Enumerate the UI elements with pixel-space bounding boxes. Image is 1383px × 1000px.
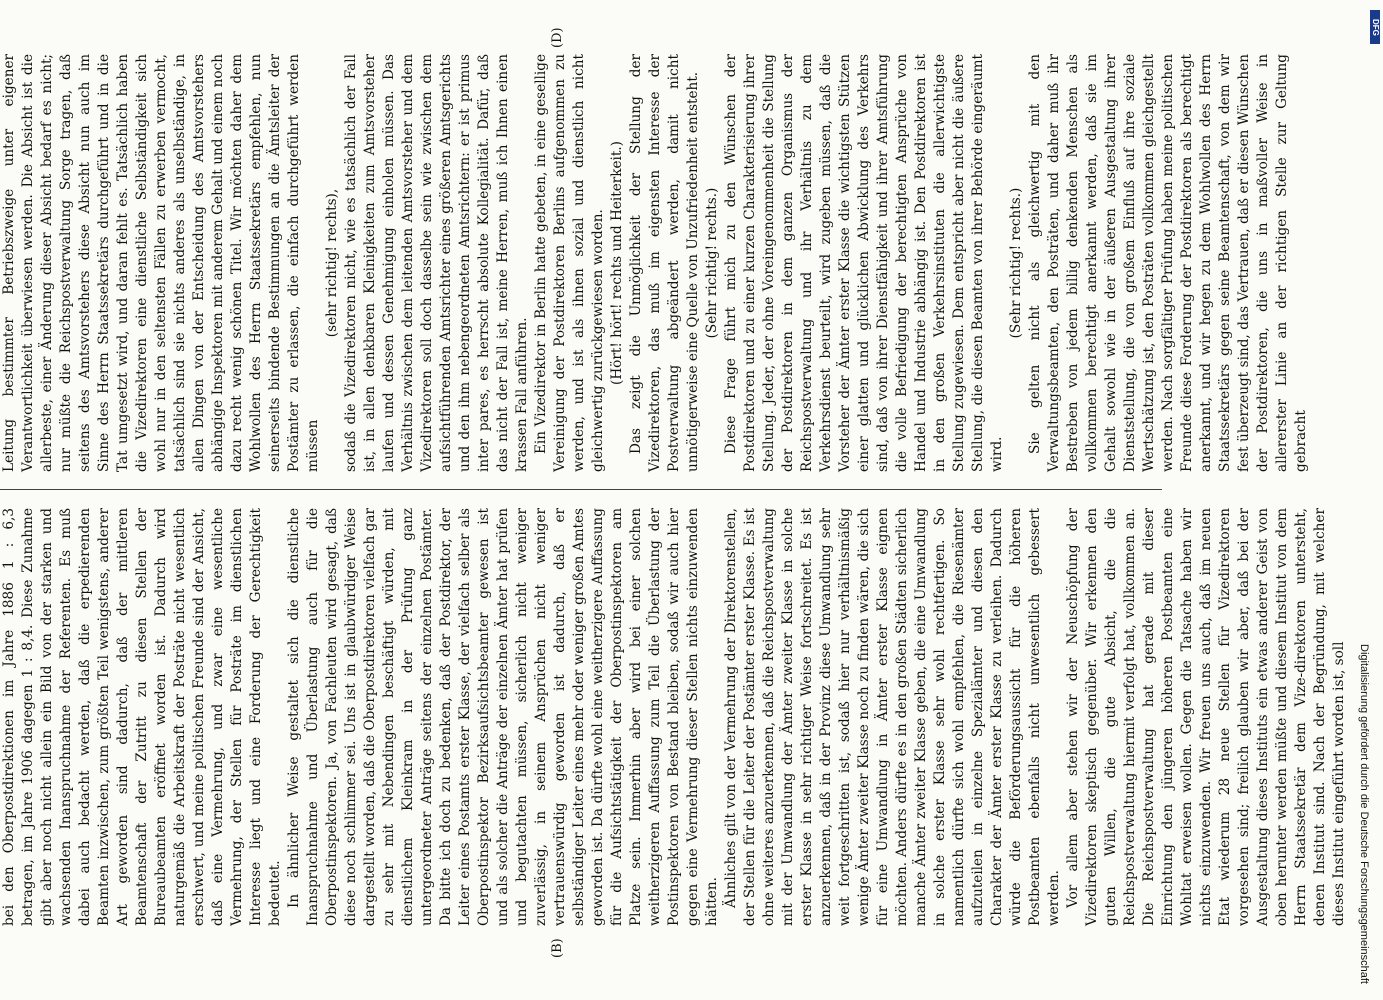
interjection: (sehr richtig! rechts),	[324, 188, 340, 338]
paragraph: In ähnlicher Weise gestaltet sich die dienstliche Inanspruchnahme und Überlastung auch für die Oberpostinspektoren. Ja, von Fachleuten wird gesagt, daß diese noch schlimmer sei. Uns ist in glaubwürdiger Weise dargestellt worden, daß die Oberpostdirektoren vielfach gar zu sehr mit Nebendingen beschäftigt würden, mit dienstlichem Kleinkram in der Prüfung ganz untergeordneter Anträge seitens der einzelnen Postämter. Da bitte ich doch zu bedenken, daß der Postdirektor, der Leiter eines Postamts erster Klasse, der vielfach selber als Oberpostinspektor Bezirksaufsichtsbeamter gewesen ist und als solcher die Anträge der einzelnen Ämter hat prüfen und begutachten müssen, sicherlich nicht weniger zuverlässig, in seinem Ansprüchen nicht weniger vertrauenswürdig geworden ist dadurch, daß er selbständiger Leiter eines mehr oder weniger großen Amtes geworden ist. Da dürfte wohl eine weitherzigere Auffassung für die Aufsichtstätigkeit der Oberpostinspektoren am Platze sein. Immerhin aber wird bei einer solchen weitherzigeren Auffassung zum Teil die Überlastung der Postinspektoren von Bestand bleiben, sodaß wir auch hier gegen eine Vermehrung dieser Stellen nichts einzuwenden hätten.	[286, 508, 720, 926]
margin-letter-b: (B)	[550, 938, 565, 958]
dfg-logo: DFG	[1370, 10, 1380, 44]
newspaper-page	[0, 20, 1347, 960]
paragraph: Ein Vizedirektor in Berlin hatte gebeten, in eine gesellige Vereinigung der Postdirektoren Berlins aufgenommen zu werden, und ist als ihnen sozial und dienstlich nicht gleichwertig zurückgewiesen worden.	[533, 54, 606, 472]
interjection: (Sehr richtig! rechts.)	[1008, 187, 1024, 339]
right-column	[0, 54, 1309, 472]
paragraph: Leitung bestimmter Betriebszweige unter eigener Verantwortlichkeit überwiesen werden. Die Absicht ist die allerbeste, einer Änderung dieser Absicht bedarf es nicht; nur müßte die Reichspostverwaltung Sorge tragen, daß seitens des Amtsvorstehers diese Absicht nun auch im Sinne des Herrn Staatssekretärs durchgeführt und in die Tat umgesetzt wird, und daran fehlt es. Tatsächlich haben die Vizedirektoren eine dienstliche Selbständigkeit sich wohl nur in den seltensten Fällen zu erwerben vermocht, tatsächlich sind sie nichts anderes als unselbständige, in allen Dingen von der Entscheidung des Amtsvorstehers abhängige Inspektoren mit anderem Gehalt und einem noch dazu recht wenig schönen Titel. Wir möchten daher dem Wohlwollen des Herrn Staatssekretärs empfehlen, nun seinerseits bindende Bestimmungen an die Ämtsleiter der Postämter zu erlassen, die einfach durchgeführt werden müssen	[1, 54, 321, 472]
interjection: (Hört! hört! rechts und Heiterkeit.)	[609, 141, 625, 385]
margin-letter-d: (D)	[550, 27, 565, 48]
paragraph: Sie gelten nicht als gleichwertig mit den Verwaltungsbeamten, den Posträten, und daher muß ihr Bestreben von jedem billig denkenden Menschen als vollkommen berechtigt anerkannt werden, daß sie im Gehalt sowohl wie in der äußeren Ausgestaltung ihrer Dienststellung, die von großem Einfluß auf ihre soziale Wertschätzung ist, den Posträten vollkommen gleichgestellt werden. Nach sorgfältiger Prüfung haben meine politischen Freunde diese Forderung der Postdirektoren als berechtigt anerkannt, und wir hegen zu dem Wohlwollen des Herrn Staatssekretärs gegen seine Beamtenschaft, von dem wir fest überzeugt sind, das Vertrauen, daß er diesen Wünschen der Postdirektoren, die uns in maßvoller Weise in allererster Linie an der richtigen Stelle zur Geltung gebracht	[1027, 54, 1309, 472]
column-divider	[0, 489, 1162, 490]
paragraph: Ähnliches gilt von der Vermehrung der Direktorenstellen, der Stellen für die Leiter der Postämter erster Klasse. Es ist ohne weiteres anzuerkennen, daß die Reichspostverwaltung mit der Umwandlung der Ämter zweiter Klasse in solche erster Klasse in sehr richtiger Weise fortschreitet. Es ist anzuerkennen, daß in der Provinz diese Umwandlung sehr weit fortgeschritten ist, sodaß hier nur verhältnismäßig wenige Ämter zweiter Klasse noch zu finden wären, die sich für eine Umwandlung in Ämter erster Klasse eignen möchten. Anders dürfte es in den großen Städten sicherlich manche Ämter zweiter Klasse geben, die eine Umwandlung in solche erster Klasse sehr wohl rechtfertigen. So namentlich dürfte sich wohl empfehlen, die Riesenämter aufzuteilen in einzelne Spezialämter und diesen den Charakter der Ämter erster Klasse zu verleihen. Dadurch würde die Beförderungsaussicht für die höheren Postbeamten ebenfalls nicht unwesentlich gebessert werden.	[723, 508, 1062, 926]
digitization-credit	[1353, 10, 1375, 990]
paragraph: Das zeigt die Unmöglichkeit der Stellung der Vizedirektoren, das muß im eigensten Interesse der Postverwaltung abgeändert werden, damit nicht unnötigerweise eine Quelle von Unzufriedenheit entsteht.	[628, 54, 701, 472]
paragraph: sodaß die Vizedirektoren nicht, wie es tatsächlich der Fall ist, in allen denkbaren Kleinigkeiten zum Amtsvorsteher laufen und dessen Genehmigung einholen müssen. Das Verhältnis zwischen dem leitenden Amtsvorsteher und dem Vizedirektoren soll doch dasselbe sein wie zwischen dem aufsichtführenden Amtsrichter eines größeren Amtsgerichts und den ihm nebengeordneten Amtsrichtern: er ist primus inter pares, es herrscht absolute Kollegialität. Dafür, daß das nicht der Fall ist, meine Herren, muß ich Ihnen einen krassen Fall anführen.	[343, 54, 530, 472]
left-column	[0, 508, 1347, 926]
paragraph: bei den Oberpostdirektionen im Jahre 1886 1 : 6,3 betragen, im Jahre 1906 dagegen 1 : 8,4. Diese Zunahme gibt aber noch nicht allein ein Bild von der starken und wachsenden Inanspruchnahme der Referenten. Es muß dabei auch bedacht werden, daß die erpedierenden Beamten inzwischen, zum größten Teil wenigstens, anderer Art geworden sind dadurch, daß der mittleren Beamtenschaft der Zutritt zu diesen Stellen der Bureaubeamten eröffnet worden ist. Dadurch wird naturgemäß die Arbeitskraft der Posträte nicht wesentlich erschwert, und meine politischen Freunde sind der Ansicht, daß eine Vermehrung, und zwar eine wesentliche Vermehrung, der Stellen für Posträte im dienstlichen Interesse liegt und eine Forderung der Gerechtigkeit bedeutet.	[1, 508, 283, 926]
paragraph: Diese Frage führt mich zu den Wünschen der Postdirektoren und zu einer kurzen Charakterisierung ihrer Stellung. Jeder, der ohne Voreingenommenheit die Stellung der Postdirektoren in dem ganzen Organismus der Reichspostverwaltung und ihr Verhältnis zu dem Verkehrsdienst beurteilt, wird zugeben müssen, daß die Vorsteher der Ämter erster Klasse die wichtigsten Stützen einer glatten und glücklichen Abwicklung des Verkehrs sind, daß von ihrer Dienstfähigkeit und ihrer Amtsführung die volle Befriedigung der berechtigten Ansprüche von Handel und Industrie abhängig ist. Den Postdirektoren ist in den großen Verkehrsinstituten die allerwichtigste Stellung zugewiesen. Dem entspricht aber nicht die äußere Stellung, die diesen Beamten von ihrer Behörde eingeräumt wird.	[723, 54, 1005, 472]
interjection: (Sehr richtig! rechts.)	[704, 187, 720, 339]
credit-text: Digitalisierung gefördert durch die Deutsche Forschungsgemeinschaft	[1358, 644, 1370, 984]
paragraph: Vor allem aber stehen wir der Neuschöpfung der Vizedirektoren skeptisch gegenüber. Wir erkennen den guten Willen, die gute Absicht, die die Reichspostverwaltung hiermit verfolgt hat, vollkommen an. Die Reichspostverwaltung hat gerade mit dieser Einrichtung den jüngeren höheren Postbeamten eine Wohltat erweisen wollen. Gegen die Tatsache haben wir nichts einzuwenden. Wir freuen uns auch, daß im neuen Etat wiederum 28 neue Stellen für Vizedirektoren vorgesehen sind; freilich glauben wir aber, daß bei der Ausgestaltung dieses Instituts ein etwas anderer Geist von oben herunter werden müßte und diesem Institut von dem Herrn Staatssekretär dem Vize-direktoren untersteht, denen Institut sind. Nach der Begründung, mit welcher dieses Institut eingeführt worden ist, soll	[1065, 508, 1347, 926]
